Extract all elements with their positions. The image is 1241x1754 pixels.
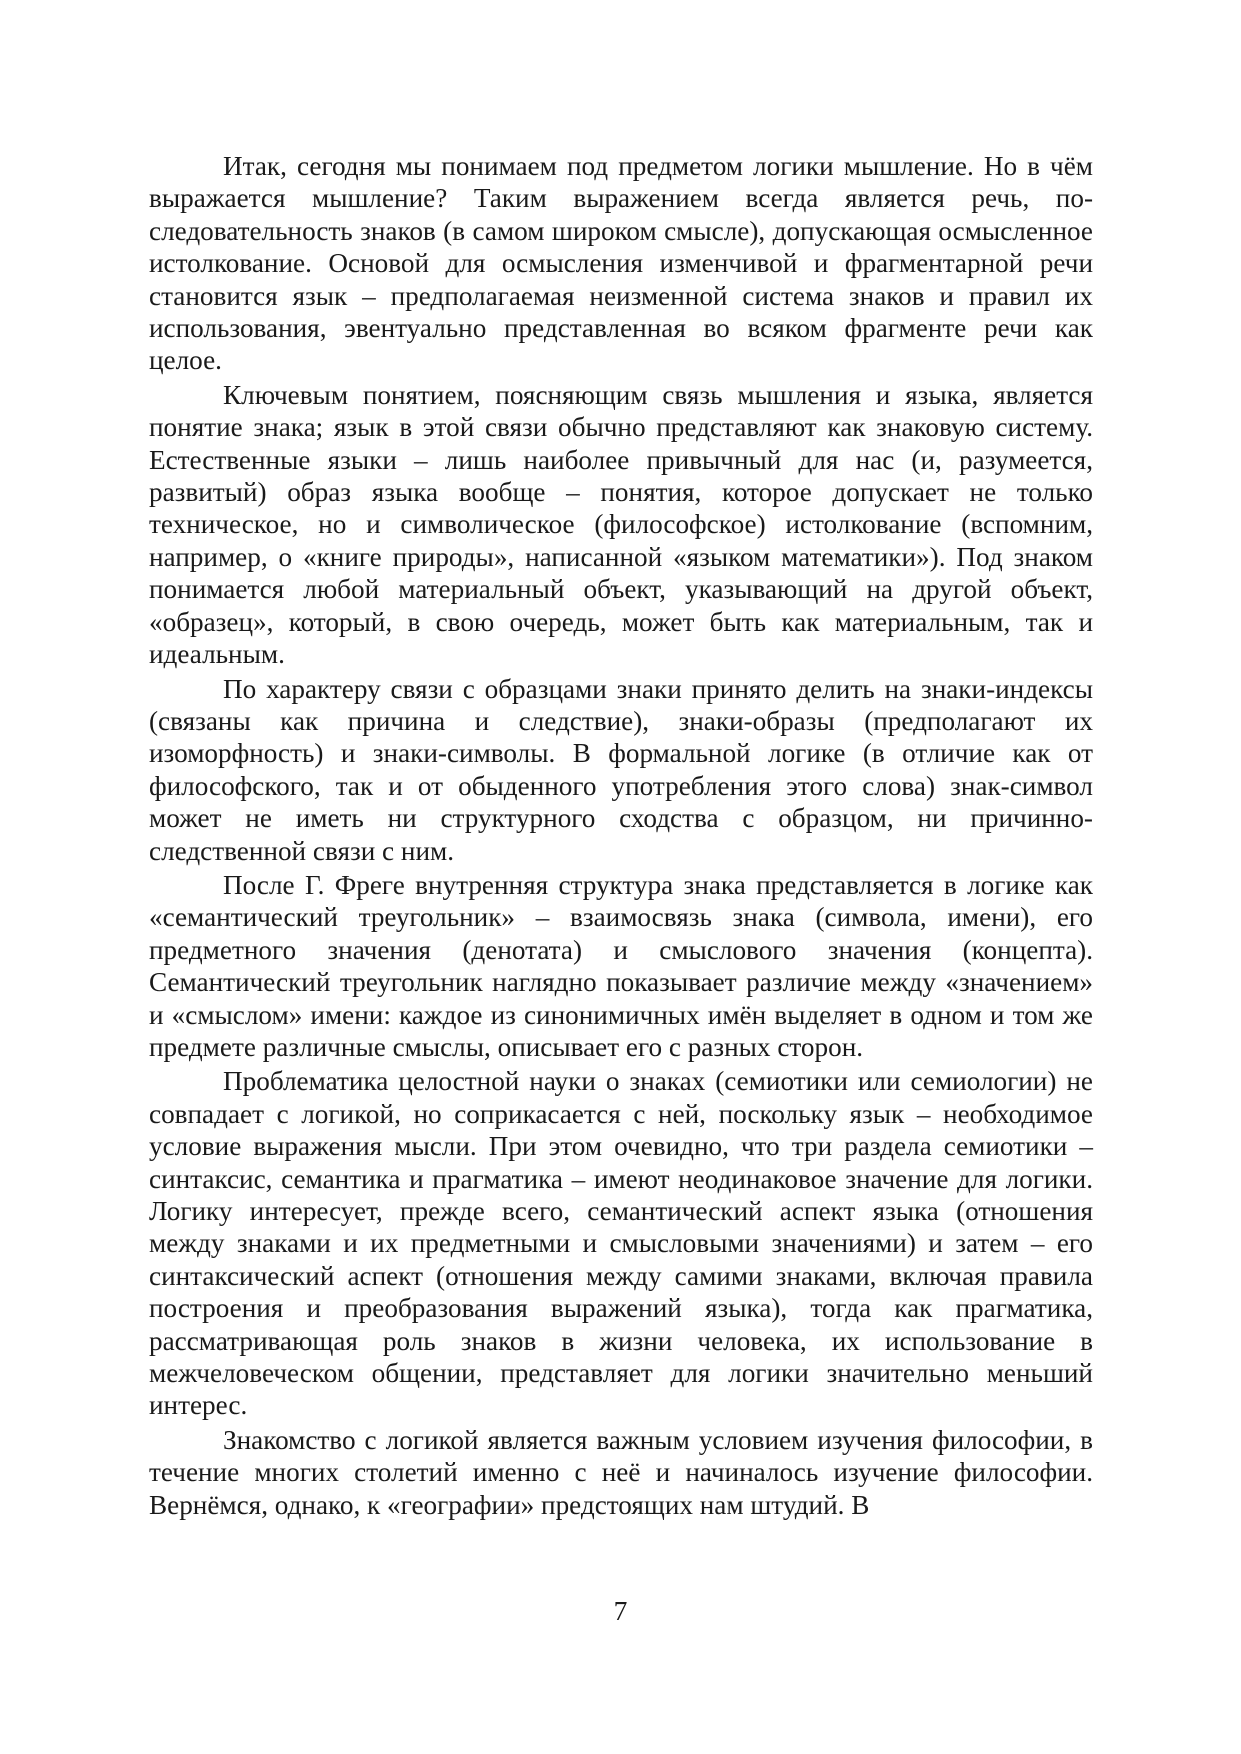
paragraph-5: Проблематика целостной науки о знаках (семиотики или семиологии) не совпадает с логикой, но соприкасается с ней, поскольку язык – необходимое условие выражения мысли. При этом очевидно, что три раздела семиотики – синтаксис, семантика и прагматика – имеют неодинаковое значение для логики. Логику интересует, прежде всего, семантический аспект языка (отношения между знаками и их предметными и смысловыми значениями) и затем – его синтаксический аспект (отношения между самими знаками, включая правила построения и преобразования выражений языка), тогда как прагматика, рассматривающая роль знаков в жизни человека, их использование в межчеловеческом общении, представляет для логики значительно меньший интерес. (149, 1066, 1093, 1421)
paragraph-1: Итак, сегодня мы понимаем под предметом логики мышление. Но в чём выражается мышление? Таким выражением всегда является речь, последовательность знаков (в самом широком смысле), допускающая осмысленное истолкование. Основой для осмысления изменчивой и фрагментарной речи становится язык – предполагаемая неизменной система знаков и правил их использования, эвентуально представленная во всяком фрагменте речи как целое. (149, 151, 1093, 376)
paragraph-2: Ключевым понятием, поясняющим связь мышления и языка, является понятие знака; язык в этой связи обычно представляют как знаковую систему. Естественные языки – лишь наиболее привычный для нас (и, разумеется, развитый) образ языка вообще – понятия, которое допускает не только техническое, но и символическое (философское) истолкование (вспомним, например, о «книге природы», написанной «языком математики»). Под знаком понимается любой материальный объект, указывающий на другой объект, «образец», который, в свою очередь, может быть как материальным, так и идеальным. (149, 379, 1093, 670)
paragraph-3: По характеру связи с образцами знаки принято делить на знаки-индексы (связаны как причина и следствие), знаки-образы (предполагают их изоморфность) и знаки-символы. В формальной логике (в отличие как от философского, так и от обыденного употребления этого слова) знак-символ может не иметь ни структурного сходства с образцом, ни причинно-следственной связи с ним. (149, 673, 1093, 866)
paragraph-6: Знакомство с логикой является важным условием изучения философии, в течение многих столетий именно с неё и начиналось изучение философии. Вернёмся, однако, к «географии» предстоящих нам штудий. В (149, 1424, 1093, 1520)
paragraph-4: После Г. Фреге внутренняя структура знака представляется в логике как «семантический треугольник» – взаимосвязь знака (символа, имени), его предметного значения (денотата) и смыслового значения (концепта). Семантический треугольник наглядно показывает различие между «значением» и «смыслом» имени: каждое из синонимичных имён выделяет в одном и том же предмете различные смыслы, описывает его с разных сторон. (149, 869, 1093, 1062)
page-body (149, 150, 1093, 1521)
page-number: 7 (613, 1595, 628, 1626)
